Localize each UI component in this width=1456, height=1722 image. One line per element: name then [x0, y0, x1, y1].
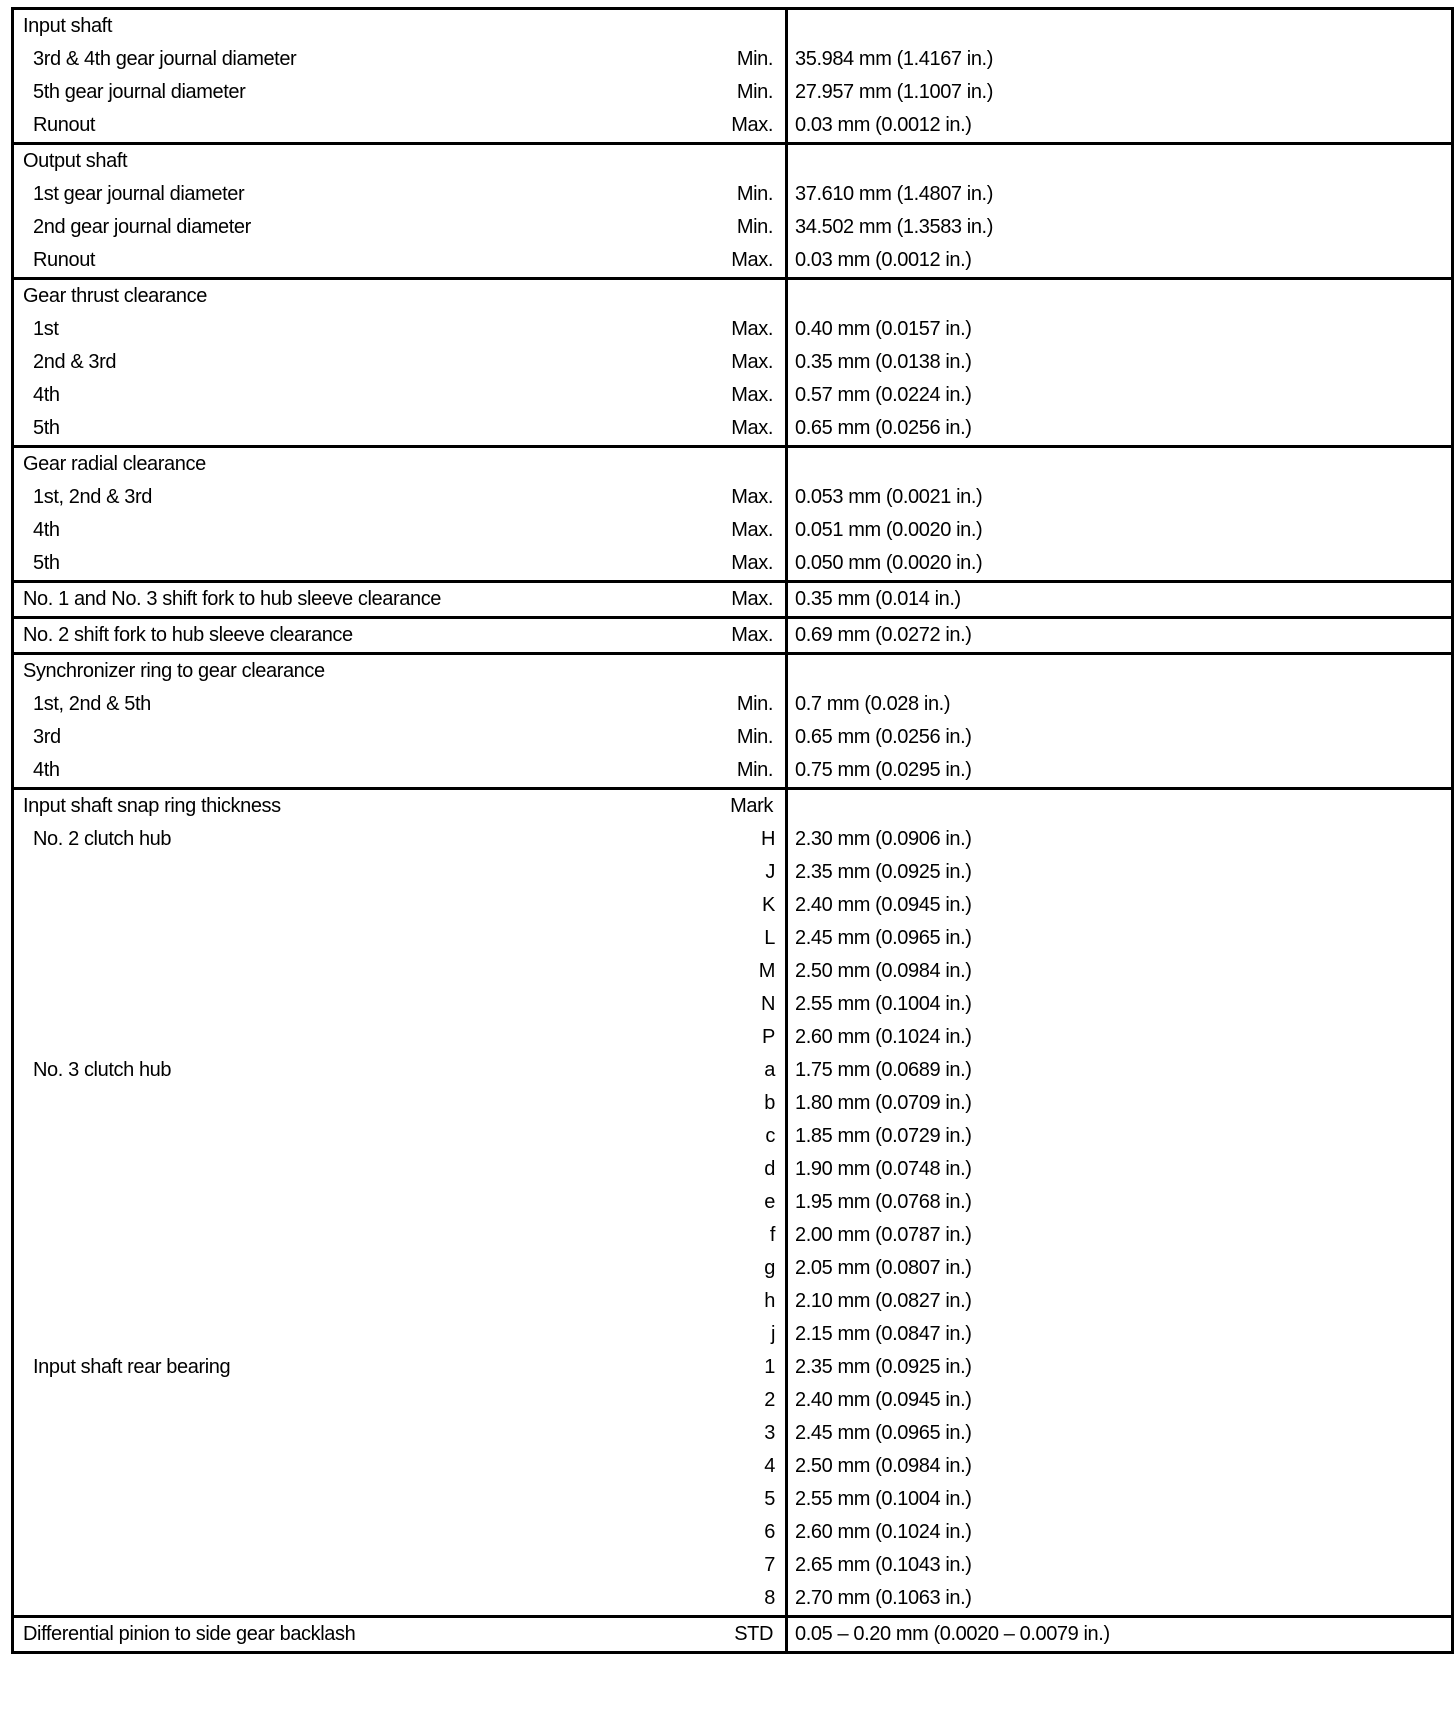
spec-item-cell: [13, 313, 787, 346]
spec-value: 0.40 mm (0.0157 in.): [795, 318, 972, 340]
spec-value-cell: [787, 1120, 1453, 1153]
spec-value: 1.75 mm (0.0689 in.): [795, 1059, 972, 1081]
spec-item-cell: [13, 412, 787, 447]
spec-item-cell: [13, 279, 787, 314]
limit-qualifier: Min.: [736, 759, 773, 781]
section-title: Gear thrust clearance: [23, 285, 207, 307]
spec-item-cell: [13, 1417, 787, 1450]
spec-row: [13, 1384, 1453, 1417]
spec-value: 34.502 mm (1.3583 in.): [795, 216, 993, 238]
limit-qualifier: Max.: [731, 249, 773, 271]
spec-value: 2.40 mm (0.0945 in.): [795, 894, 972, 916]
spec-item-label: 5th gear journal diameter: [33, 81, 246, 103]
spec-value-cell: [787, 1219, 1453, 1252]
limit-qualifier: Max.: [731, 486, 773, 508]
spec-value-cell: [787, 754, 1453, 789]
mark-code: 7: [764, 1554, 775, 1576]
spec-value: 0.75 mm (0.0295 in.): [795, 759, 972, 781]
spec-item-cell: [13, 1021, 787, 1054]
spec-value: 2.55 mm (0.1004 in.): [795, 1488, 972, 1510]
spec-value-cell: [787, 1285, 1453, 1318]
limit-qualifier: Min.: [736, 726, 773, 748]
mark-code: L: [764, 927, 775, 949]
spec-item-cell: [13, 1516, 787, 1549]
spec-value-cell: [787, 481, 1453, 514]
spec-value: 0.051 mm (0.0020 in.): [795, 519, 983, 541]
spec-row: [13, 244, 1453, 279]
spec-value-cell: [787, 988, 1453, 1021]
spec-value-cell: [787, 654, 1453, 689]
spec-row: [13, 279, 1453, 314]
spec-value-cell: [787, 618, 1453, 654]
spec-value-cell: [787, 1549, 1453, 1582]
limit-qualifier: Min.: [736, 693, 773, 715]
spec-row: [13, 823, 1453, 856]
spec-item-label: 5th: [33, 417, 60, 439]
spec-section: [13, 279, 1453, 447]
spec-value-cell: [787, 688, 1453, 721]
spec-value: 2.30 mm (0.0906 in.): [795, 828, 972, 850]
spec-value-cell: [787, 922, 1453, 955]
spec-row: [13, 1087, 1453, 1120]
spec-value: 1.90 mm (0.0748 in.): [795, 1158, 972, 1180]
spec-item-cell: [13, 754, 787, 789]
spec-item-cell: [13, 1549, 787, 1582]
spec-value: 1.85 mm (0.0729 in.): [795, 1125, 972, 1147]
spec-value: 0.57 mm (0.0224 in.): [795, 384, 972, 406]
mark-code: 8: [764, 1587, 775, 1609]
spec-item-cell: [13, 1318, 787, 1351]
spec-value-cell: [787, 279, 1453, 314]
limit-qualifier: Max.: [731, 624, 773, 646]
section-title: Gear radial clearance: [23, 453, 206, 475]
spec-row: [13, 988, 1453, 1021]
spec-item-cell: [13, 244, 787, 279]
spec-value-cell: [787, 582, 1453, 618]
spec-row: [13, 43, 1453, 76]
mark-code: b: [764, 1092, 775, 1114]
mark-code: f: [769, 1224, 775, 1246]
spec-item-cell: [13, 346, 787, 379]
spec-row: [13, 412, 1453, 447]
spec-value: 2.35 mm (0.0925 in.): [795, 1356, 972, 1378]
mark-code: P: [762, 1026, 775, 1048]
spec-value-cell: [787, 178, 1453, 211]
spec-item-cell: [13, 654, 787, 689]
spec-value: 27.957 mm (1.1007 in.): [795, 81, 993, 103]
spec-section: [13, 654, 1453, 789]
mark-code: 6: [764, 1521, 775, 1543]
spec-row: [13, 9, 1453, 44]
spec-item-cell: [13, 447, 787, 482]
spec-item-label: 3rd & 4th gear journal diameter: [33, 48, 297, 70]
spec-value: 0.050 mm (0.0020 in.): [795, 552, 983, 574]
mark-code: a: [764, 1059, 775, 1081]
mark-code: c: [765, 1125, 775, 1147]
spec-value-cell: [787, 1252, 1453, 1285]
spec-row: [13, 313, 1453, 346]
spec-item-cell: [13, 1153, 787, 1186]
limit-qualifier: Min.: [736, 216, 773, 238]
spec-row: [13, 1054, 1453, 1087]
spec-value: 1.95 mm (0.0768 in.): [795, 1191, 972, 1213]
section-title: Synchronizer ring to gear clearance: [23, 660, 325, 682]
spec-value: 0.69 mm (0.0272 in.): [795, 624, 972, 646]
mark-code: g: [764, 1257, 775, 1279]
mark-code: 2: [764, 1389, 775, 1411]
spec-item-cell: [13, 514, 787, 547]
limit-qualifier: STD: [734, 1623, 773, 1645]
spec-value: 2.60 mm (0.1024 in.): [795, 1026, 972, 1048]
spec-section: [13, 789, 1453, 1617]
spec-row: [13, 1120, 1453, 1153]
spec-value-cell: [787, 1153, 1453, 1186]
spec-value-cell: [787, 43, 1453, 76]
spec-row: [13, 1516, 1453, 1549]
spec-item-cell: [13, 721, 787, 754]
spec-value-cell: [787, 1087, 1453, 1120]
spec-row: [13, 211, 1453, 244]
spec-item-cell: [13, 1384, 787, 1417]
spec-value-cell: [787, 1054, 1453, 1087]
spec-value-cell: [787, 1516, 1453, 1549]
spec-value-cell: [787, 76, 1453, 109]
spec-value: 0.03 mm (0.0012 in.): [795, 249, 972, 271]
mark-code: 4: [764, 1455, 775, 1477]
spec-item-cell: [13, 1285, 787, 1318]
spec-item-label: 4th: [33, 759, 60, 781]
spec-row: [13, 582, 1453, 618]
spec-item-label: 4th: [33, 519, 60, 541]
spec-item-cell: [13, 1450, 787, 1483]
section-title: Input shaft snap ring thickness: [23, 795, 281, 817]
spec-section: [13, 447, 1453, 582]
spec-item-label: 3rd: [33, 726, 61, 748]
limit-qualifier: Min.: [736, 48, 773, 70]
spec-item-cell: [13, 618, 787, 654]
spec-row: [13, 1186, 1453, 1219]
spec-value-cell: [787, 412, 1453, 447]
spec-value: 0.35 mm (0.014 in.): [795, 588, 961, 610]
spec-section: [13, 1617, 1453, 1653]
spec-value-cell: [787, 1186, 1453, 1219]
spec-item-label: No. 3 clutch hub: [33, 1059, 172, 1081]
spec-value: 2.50 mm (0.0984 in.): [795, 1455, 972, 1477]
spec-value-cell: [787, 889, 1453, 922]
limit-qualifier: Max.: [731, 519, 773, 541]
spec-value: 2.50 mm (0.0984 in.): [795, 960, 972, 982]
spec-value-cell: [787, 109, 1453, 144]
spec-item-label: Runout: [33, 114, 96, 136]
spec-row: [13, 1483, 1453, 1516]
spec-row: [13, 1549, 1453, 1582]
spec-row: [13, 754, 1453, 789]
spec-row: [13, 1021, 1453, 1054]
spec-item-cell: [13, 922, 787, 955]
spec-row: [13, 447, 1453, 482]
spec-row: [13, 922, 1453, 955]
spec-item-cell: [13, 856, 787, 889]
spec-item-cell: [13, 379, 787, 412]
spec-value: 2.35 mm (0.0925 in.): [795, 861, 972, 883]
spec-value: 2.10 mm (0.0827 in.): [795, 1290, 972, 1312]
spec-row: [13, 654, 1453, 689]
spec-value: 0.03 mm (0.0012 in.): [795, 114, 972, 136]
limit-qualifier: Max.: [731, 417, 773, 439]
spec-row: [13, 346, 1453, 379]
spec-value: 0.7 mm (0.028 in.): [795, 693, 951, 715]
spec-value-cell: [787, 1021, 1453, 1054]
spec-value-cell: [787, 1450, 1453, 1483]
limit-qualifier: Max.: [731, 384, 773, 406]
spec-item-cell: [13, 1617, 787, 1653]
spec-row: [13, 514, 1453, 547]
spec-row: [13, 789, 1453, 824]
spec-item-cell: [13, 823, 787, 856]
spec-row: [13, 144, 1453, 179]
spec-row: [13, 379, 1453, 412]
section-title: No. 1 and No. 3 shift fork to hub sleeve clearance: [23, 588, 442, 610]
spec-item-cell: [13, 211, 787, 244]
spec-item-cell: [13, 547, 787, 582]
spec-value: 2.45 mm (0.0965 in.): [795, 927, 972, 949]
spec-value: 2.45 mm (0.0965 in.): [795, 1422, 972, 1444]
spec-value: 2.00 mm (0.0787 in.): [795, 1224, 972, 1246]
spec-value-cell: [787, 346, 1453, 379]
spec-value-cell: [787, 211, 1453, 244]
section-title: Differential pinion to side gear backlash: [23, 1623, 356, 1645]
spec-item-cell: [13, 481, 787, 514]
spec-item-cell: [13, 9, 787, 44]
spec-row: [13, 955, 1453, 988]
spec-row: [13, 547, 1453, 582]
spec-value-cell: [787, 547, 1453, 582]
section-title: No. 2 shift fork to hub sleeve clearance: [23, 624, 353, 646]
spec-item-cell: [13, 1087, 787, 1120]
spec-value-cell: [787, 823, 1453, 856]
spec-value-cell: [787, 379, 1453, 412]
spec-value-cell: [787, 244, 1453, 279]
spec-item-cell: [13, 1351, 787, 1384]
spec-row: [13, 1417, 1453, 1450]
spec-item-cell: [13, 1483, 787, 1516]
spec-value-cell: [787, 955, 1453, 988]
spec-row: [13, 1153, 1453, 1186]
spec-item-label: Runout: [33, 249, 96, 271]
spec-value: 0.35 mm (0.0138 in.): [795, 351, 972, 373]
spec-section: [13, 582, 1453, 618]
spec-item-label: 1st, 2nd & 3rd: [33, 486, 152, 508]
spec-value: 2.55 mm (0.1004 in.): [795, 993, 972, 1015]
spec-section: [13, 618, 1453, 654]
section-title: Output shaft: [23, 150, 128, 172]
spec-row: [13, 1617, 1453, 1653]
spec-item-label: 4th: [33, 384, 60, 406]
spec-row: [13, 1582, 1453, 1617]
spec-value: 37.610 mm (1.4807 in.): [795, 183, 993, 205]
spec-row: [13, 856, 1453, 889]
spec-item-cell: [13, 789, 787, 824]
spec-item-cell: [13, 43, 787, 76]
spec-value-cell: [787, 1351, 1453, 1384]
spec-value: 1.80 mm (0.0709 in.): [795, 1092, 972, 1114]
limit-qualifier: Mark: [730, 795, 773, 817]
spec-value-cell: [787, 721, 1453, 754]
spec-item-cell: [13, 1186, 787, 1219]
limit-qualifier: Max.: [731, 114, 773, 136]
mark-code: 5: [764, 1488, 775, 1510]
spec-item-cell: [13, 144, 787, 179]
limit-qualifier: Max.: [731, 318, 773, 340]
section-title: Input shaft: [23, 15, 112, 37]
spec-item-cell: [13, 178, 787, 211]
spec-row: [13, 481, 1453, 514]
spec-row: [13, 1252, 1453, 1285]
spec-value: 2.70 mm (0.1063 in.): [795, 1587, 972, 1609]
mark-code: 3: [764, 1422, 775, 1444]
spec-section: [13, 144, 1453, 279]
spec-item-label: 5th: [33, 552, 60, 574]
mark-code: N: [760, 993, 775, 1015]
spec-value-cell: [787, 1384, 1453, 1417]
spec-item-cell: [13, 688, 787, 721]
spec-item-label: 1st: [33, 318, 59, 340]
spec-item-cell: [13, 109, 787, 144]
mark-code: K: [762, 894, 775, 916]
spec-value-cell: [787, 313, 1453, 346]
limit-qualifier: Max.: [731, 552, 773, 574]
spec-item-cell: [13, 1252, 787, 1285]
spec-value: 2.60 mm (0.1024 in.): [795, 1521, 972, 1543]
spec-row: [13, 178, 1453, 211]
mark-code: 1: [764, 1356, 775, 1378]
spec-value: 2.40 mm (0.0945 in.): [795, 1389, 972, 1411]
limit-qualifier: Max.: [731, 351, 773, 373]
mark-code: H: [760, 828, 775, 850]
mark-code: h: [764, 1290, 775, 1312]
spec-value: 35.984 mm (1.4167 in.): [795, 48, 993, 70]
spec-row: [13, 889, 1453, 922]
spec-value-cell: [787, 1617, 1453, 1653]
spec-item-cell: [13, 1120, 787, 1153]
spec-value: 2.65 mm (0.1043 in.): [795, 1554, 972, 1576]
mark-code: d: [764, 1158, 775, 1180]
spec-row: [13, 1351, 1453, 1384]
spec-item-cell: [13, 582, 787, 618]
spec-row: [13, 721, 1453, 754]
mark-code: e: [764, 1191, 775, 1213]
spec-value: 0.65 mm (0.0256 in.): [795, 417, 972, 439]
spec-item-label: 2nd gear journal diameter: [33, 216, 251, 238]
spec-item-label: 1st, 2nd & 5th: [33, 693, 151, 715]
spec-value: 2.05 mm (0.0807 in.): [795, 1257, 972, 1279]
spec-item-cell: [13, 1582, 787, 1617]
spec-row: [13, 76, 1453, 109]
spec-value-cell: [787, 9, 1453, 44]
spec-value: 2.15 mm (0.0847 in.): [795, 1323, 972, 1345]
spec-value: 0.65 mm (0.0256 in.): [795, 726, 972, 748]
mark-code: J: [765, 861, 775, 883]
spec-row: [13, 1285, 1453, 1318]
spec-value: 0.053 mm (0.0021 in.): [795, 486, 983, 508]
spec-value-cell: [787, 514, 1453, 547]
spec-value-cell: [787, 1318, 1453, 1351]
spec-row: [13, 1450, 1453, 1483]
spec-item-cell: [13, 889, 787, 922]
limit-qualifier: Min.: [736, 183, 773, 205]
spec-value: 0.05 – 0.20 mm (0.0020 – 0.0079 in.): [795, 1623, 1110, 1645]
spec-item-cell: [13, 1219, 787, 1252]
spec-value-cell: [787, 789, 1453, 824]
mark-code: j: [770, 1323, 775, 1345]
spec-value-cell: [787, 1582, 1453, 1617]
spec-item-cell: [13, 988, 787, 1021]
spec-row: [13, 688, 1453, 721]
spec-value-cell: [787, 1417, 1453, 1450]
spec-item-label: No. 2 clutch hub: [33, 828, 172, 850]
spec-value-cell: [787, 1483, 1453, 1516]
spec-row: [13, 1318, 1453, 1351]
spec-item-label: 2nd & 3rd: [33, 351, 117, 373]
spec-section: [13, 9, 1453, 144]
spec-item-label: 1st gear journal diameter: [33, 183, 245, 205]
limit-qualifier: Min.: [736, 81, 773, 103]
spec-row: [13, 618, 1453, 654]
specification-table: [11, 7, 1454, 1654]
spec-row: [13, 1219, 1453, 1252]
spec-item-label: Input shaft rear bearing: [33, 1356, 231, 1378]
spec-item-cell: [13, 76, 787, 109]
spec-item-cell: [13, 955, 787, 988]
mark-code: M: [758, 960, 775, 982]
spec-row: [13, 109, 1453, 144]
spec-item-cell: [13, 1054, 787, 1087]
spec-value-cell: [787, 144, 1453, 179]
limit-qualifier: Max.: [731, 588, 773, 610]
spec-value-cell: [787, 856, 1453, 889]
spec-value-cell: [787, 447, 1453, 482]
